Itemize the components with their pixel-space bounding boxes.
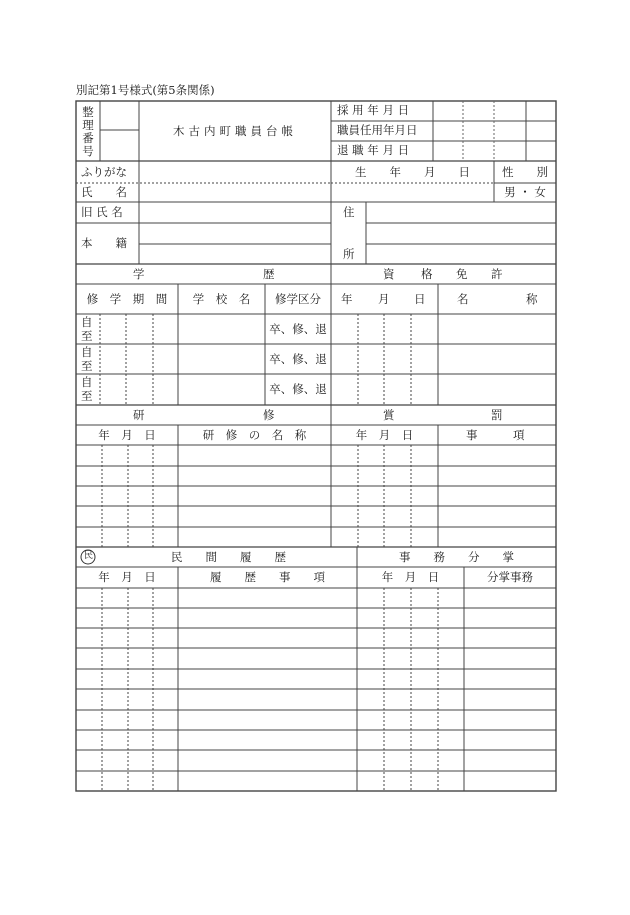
training-title-2: 修: [263, 408, 275, 422]
license-title-4: 許: [491, 267, 503, 281]
sex-options: 男 ・ 女: [504, 185, 546, 199]
license-title-1: 資: [383, 267, 395, 281]
date-appointed-label: 職員任用年月日: [337, 123, 418, 137]
training-header-name: 研 修 の 名 称: [202, 428, 307, 442]
duties-title: 事 務 分 掌: [399, 550, 514, 564]
edu-row3-status: 卒、修、退: [269, 382, 327, 396]
education-title-2: 歴: [263, 267, 275, 281]
form-label: 別記第1号様式(第5条関係): [76, 83, 215, 97]
seiri-label-2: 理: [82, 118, 94, 132]
edu-row1-status: 卒、修、退: [269, 322, 327, 336]
date-retired-label: 退 職 年 月 日: [337, 143, 410, 157]
training-title-1: 研: [133, 408, 145, 422]
form-title: 木古内町職員台帳: [173, 124, 297, 138]
seiri-label-1: 整: [82, 105, 94, 119]
birth-date-label: 生 年 月 日: [355, 165, 470, 179]
license-header-name-2: 称: [526, 292, 538, 306]
edu-row1-from: 自: [81, 315, 93, 329]
seiri-label-4: 号: [82, 144, 94, 158]
name-label: 氏 名: [81, 185, 127, 199]
awards-title-2: 罰: [491, 408, 503, 422]
sex-label: 性 別: [502, 165, 548, 179]
civil-title: 民 間 履 歴: [171, 550, 286, 564]
honseki-label: 本 籍: [81, 236, 127, 250]
furigana-label: ふりがな: [81, 165, 127, 179]
duties-header-item: 分掌事務: [487, 570, 533, 584]
civil-header-item: 履 歴 事 項: [210, 570, 325, 584]
license-title-2: 格: [421, 267, 433, 281]
education-title-1: 学: [133, 267, 145, 281]
edu-row2-from: 自: [81, 345, 93, 359]
license-header-month: 月: [378, 292, 390, 306]
civil-header-date: 年 月 日: [98, 570, 156, 584]
training-header-date: 年 月 日: [98, 428, 156, 442]
edu-row2-status: 卒、修、退: [269, 352, 327, 366]
edu-row3-from: 自: [81, 375, 93, 389]
address-label-top: 住: [343, 205, 355, 219]
seiri-label-3: 番: [82, 131, 94, 145]
address-label-bottom: 所: [343, 247, 355, 261]
awards-header-item-2: 項: [513, 428, 525, 442]
civil-badge: 民: [83, 551, 93, 561]
date-hired-label: 採 用 年 月 日: [337, 103, 410, 117]
edu-row1-to: 至: [81, 329, 93, 343]
edu-header-status: 修学区分: [275, 292, 321, 306]
license-header-day: 日: [414, 292, 426, 306]
awards-title-1: 賞: [383, 408, 395, 422]
old-name-label: 旧 氏 名: [81, 205, 123, 219]
edu-header-period: 修 学 期 間: [86, 292, 168, 306]
edu-row2-to: 至: [81, 359, 93, 373]
edu-header-school: 学 校 名: [192, 292, 251, 306]
license-title-3: 免: [456, 267, 468, 281]
awards-header-item-1: 事: [466, 428, 478, 442]
edu-row3-to: 至: [81, 389, 93, 403]
license-header-name-1: 名: [457, 292, 469, 306]
license-header-year: 年: [341, 292, 353, 306]
duties-header-date: 年 月 日: [381, 570, 440, 584]
awards-header-date: 年 月 日: [355, 428, 414, 442]
